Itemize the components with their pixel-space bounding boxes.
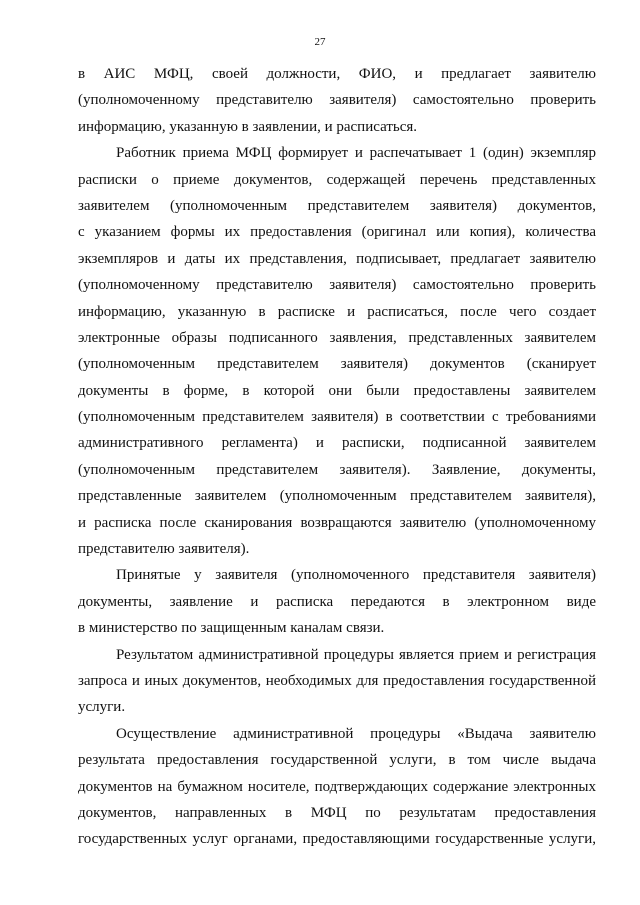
text-line: документов, направленных в МФЦ по результатам предоставления <box>78 804 596 821</box>
text-line: в АИС МФЦ, своей должности, ФИО, и предлагает заявителю <box>78 66 596 82</box>
text-line: документы, заявление и расписка передаются в электронном виде <box>78 593 596 610</box>
text-line: заявителем (уполномоченным представителем заявителя) документов, <box>78 197 596 214</box>
paragraph-first-line: Принятые у заявителя (уполномоченного представителя заявителя) <box>116 567 596 584</box>
text-line: (уполномоченным представителем заявителя) в соответствии с требованиями <box>78 409 596 426</box>
text-line: (уполномоченным представителем заявителя). Заявление, документы, <box>78 461 596 478</box>
text-line: информацию, указанную в расписке и расписаться, после чего создает <box>78 303 596 320</box>
text-line: документов на бумажном носителе, подтверждающих содержание электронных <box>78 778 596 795</box>
text-line: и расписка после сканирования возвращаются заявителю (уполномоченному <box>78 514 596 531</box>
paragraph-first-line: Результатом административной процедуры является прием и регистрация <box>116 646 596 663</box>
text-line: представителю заявителя). <box>78 541 250 558</box>
text-line: (уполномоченным представителем заявителя) документов (сканирует <box>78 356 596 373</box>
paragraph-first-line: Осуществление административной процедуры «Выдача заявителю <box>116 725 596 742</box>
text-line: в министерство по защищенным каналам связи. <box>78 620 385 637</box>
text-line: расписки о приеме документов, содержащей перечень представленных <box>78 171 596 188</box>
text-line: запроса и иных документов, необходимых для предоставления государственной <box>78 672 596 689</box>
text-line: результата предоставления государственной услуги, в том числе выдача <box>78 752 596 769</box>
text-line: представленные заявителем (уполномоченным представителем заявителя), <box>78 488 596 505</box>
text-line: электронные образы подписанного заявления, представленных заявителем <box>78 329 596 346</box>
paragraph-first-line: Работник приема МФЦ формирует и распечатывает 1 (один) экземпляр <box>116 145 596 162</box>
text-line: документы в форме, в которой они были предоставлены заявителем <box>78 382 596 399</box>
text-line: (уполномоченному представителю заявителя) самостоятельно проверить <box>78 92 596 109</box>
document-text <box>78 61 596 853</box>
text-line: административного регламента) и расписки, подписанной заявителем <box>78 435 596 452</box>
text-line: государственных услуг органами, предоставляющими государственные услуги, <box>78 831 596 848</box>
text-line: услуги. <box>78 699 126 716</box>
text-line: информацию, указанную в заявлении, и расписаться. <box>78 118 418 135</box>
text-line: (уполномоченному представителю заявителя) самостоятельно проверить <box>78 277 596 294</box>
page-number: 27 <box>314 36 326 48</box>
text-line: с указанием формы их предоставления (оригинал или копия), количества <box>78 224 596 241</box>
text-line: экземпляров и даты их представления, подписывает, предлагает заявителю <box>78 250 596 267</box>
